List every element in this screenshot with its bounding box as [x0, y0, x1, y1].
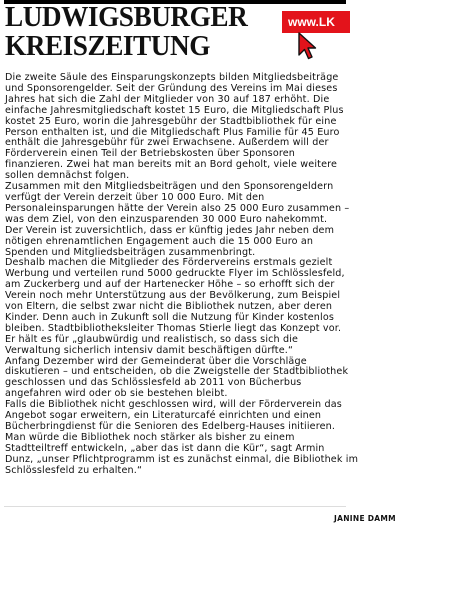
text-line: enthält die Jahresgebühr für zwei Erwachsene. Außerdem will der [5, 137, 329, 149]
text-line: Spenden und Mitgliedsbeiträgen zusammenbringt. [5, 246, 256, 258]
text-line: Bücherbringdienst für die Senioren des Edelberg-Hauses initiieren. [5, 421, 336, 432]
article-paragraph [5, 357, 445, 401]
text-line: kostet 25 Euro, worin die Jahresgebühr der Stadtbibliothek für eine [5, 115, 337, 127]
text-line: Verwaltung sicherlich intensiv damit beschäftigen dürfte.“ [5, 344, 294, 356]
text-line: Schlösslesfeld zu erhalten.“ [5, 464, 143, 476]
bottom-rule [4, 506, 346, 507]
text-line: nötigen ehrenamtlichen Engagement auch die 15 000 Euro an [5, 235, 314, 247]
article-body [5, 73, 445, 477]
text-line: Werbung und verteilen rund 5000 gedruckte Flyer im Schlösslesfeld, [5, 268, 345, 280]
text-line: geschlossen und das Schlösslesfeld ab 2011 von Bücherbus [5, 377, 302, 389]
text-line: Zusammen mit den Mitgliedsbeiträgen und den Sponsorengeldern [5, 181, 334, 193]
article-paragraph [5, 258, 445, 356]
cursor-arrow-icon [296, 31, 318, 61]
article-paragraph [5, 182, 445, 226]
text-line: Kinder. Denn auch in Zukunft soll die Nutzung für Kinder kostenlos [5, 311, 334, 323]
text-line: Dunz, „unser Pflichtprogramm ist es zunächst einmal, die Bibliothek im [5, 453, 359, 465]
text-line: Die zweite Säule des Einsparungskonzepts bilden Mitgliedsbeiträge [5, 72, 339, 83]
text-line: bleiben. Stadtbibliotheksleiter Thomas Stierle liegt das Konzept vor. [5, 322, 342, 334]
text-line: Falls die Bibliothek nicht geschlossen wird, will der Förderverein das [5, 399, 342, 411]
masthead-line-1: LUDWIGSBURGER [5, 1, 248, 33]
text-line: und Sponsorengelder. Seit der Gründung des Vereins im Mai dieses [5, 82, 338, 94]
text-line: sollen demnächst folgen. [5, 170, 130, 182]
text-line: am Zuckerberg und auf der Hartenecker Höhe – so erhofft sich der [5, 279, 335, 291]
text-line: Er hält es für „glaubwürdig und realistisch, so dass sich die [5, 333, 299, 345]
text-line: was dem Ziel, von den einzusparenden 30 000 Euro nahekommt. [5, 213, 328, 225]
text-line: Jahres hat sich die Zahl der Mitglieder von 30 auf 187 erhöht. Die [5, 93, 330, 105]
text-line: angefahren wird oder ob sie bestehen bleibt. [5, 388, 228, 400]
text-line: Man würde die Bibliothek noch stärker als bisher zu einem [5, 431, 295, 443]
text-line: von Eltern, die selbst zwar nicht die Bibliothek nutzen, aber deren [5, 301, 333, 313]
text-line: finanzieren. Zwei hat man bereits mit an Bord geholt, viele weitere [5, 159, 338, 171]
article-paragraph [5, 73, 445, 182]
article-paragraph [5, 400, 445, 476]
text-line: Förderverein einen Teil der Betriebskosten über Sponsoren [5, 148, 295, 160]
text-line: Der Verein ist zuversichtlich, dass er künftig jedes Jahr neben dem [5, 224, 335, 236]
text-line: einfache Jahresmitgliedschaft kostet 15 Euro, die Mitgliedschaft Plus [5, 104, 344, 116]
text-line: Verein noch mehr Unterstützung aus der Bevölkerung, zum Beispiel [5, 290, 341, 302]
text-line: Angebot sogar erweitern, ein Literaturcafé einrichten und einen [5, 410, 322, 422]
text-line: Stadtteiltreff entwickeln, „aber das ist dann die Kür“, sagt Armin [5, 442, 325, 454]
article-paragraph [5, 226, 445, 259]
text-line: Personaleinsparungen hätte der Verein also 25 000 Euro zusammen – [5, 202, 350, 214]
text-line: Deshalb machen die Mitglieder des Fördervereins erstmals gezielt [5, 257, 333, 269]
masthead [5, 3, 268, 61]
website-promo-badge: www.LK [282, 11, 350, 33]
text-line: Anfang Dezember wird der Gemeinderat über die Vorschläge [5, 355, 307, 367]
text-line: verfügt der Verein derzeit über 10 000 Euro. Mit den [5, 191, 265, 203]
text-line: diskutieren – und entscheiden, ob die Zweigstelle der Stadtbibliothek [5, 366, 349, 378]
author-byline: JANINE DAMM [334, 514, 396, 523]
masthead-line-2: KREISZEITUNG [5, 30, 210, 62]
text-line: Person enthalten ist, und die Mitgliedschaft Plus Familie für 45 Euro [5, 126, 340, 138]
